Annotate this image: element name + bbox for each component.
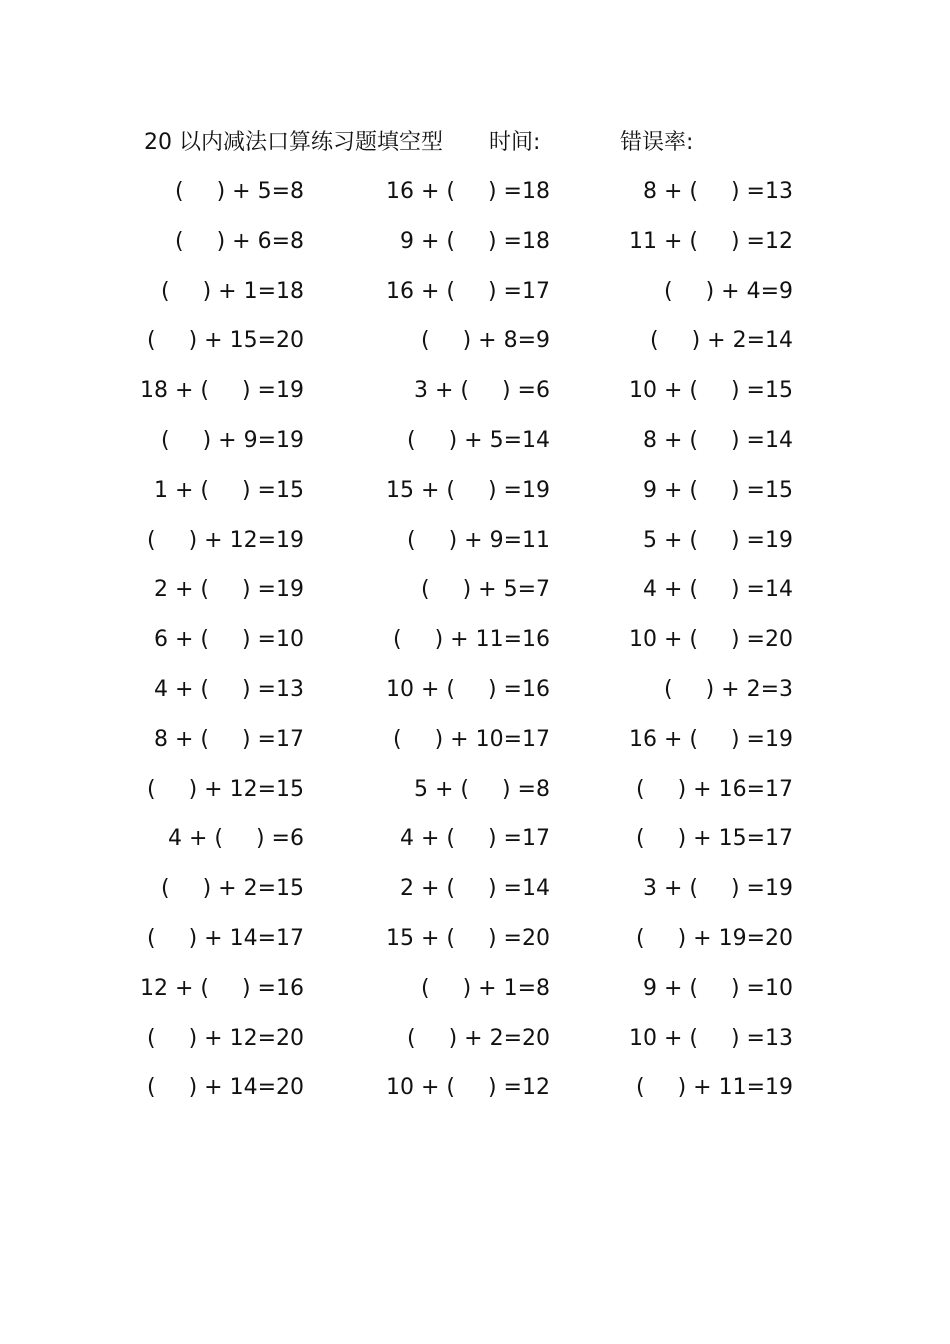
problem-cell: ( ) + 19=20	[635, 925, 793, 951]
problem-row	[0, 1021, 950, 1071]
problem-cell: ( ) + 11=19	[635, 1075, 793, 1101]
problem-row	[0, 971, 950, 1021]
problem-row	[0, 622, 950, 672]
problem-row	[0, 722, 950, 772]
problem-cell: 9 + ( ) =15	[642, 477, 793, 503]
problem-cell: 3 + ( ) =19	[642, 876, 793, 902]
problem-cell: 10 + ( ) =13	[628, 1025, 793, 1051]
problem-cell: 8 + ( ) =17	[153, 726, 304, 752]
problem-cell: ( ) + 15=20	[146, 328, 304, 354]
problem-cell: ( ) + 14=17	[146, 925, 304, 951]
problem-cell: 16 + ( ) =17	[385, 278, 550, 304]
problem-cell: 4 + ( ) =13	[153, 676, 304, 702]
problem-cell: 3 + ( ) =6	[413, 378, 550, 404]
problem-cell: 4 + ( ) =6	[167, 826, 304, 852]
problem-cell: 11 + ( ) =12	[628, 228, 793, 254]
problem-cell: 12 + ( ) =16	[139, 975, 304, 1001]
problem-row	[0, 174, 950, 224]
problem-cell: ( ) + 15=17	[635, 826, 793, 852]
problem-row	[0, 772, 950, 822]
problem-cell: ( ) + 2=15	[160, 876, 304, 902]
problem-cell: ( ) + 14=20	[146, 1075, 304, 1101]
problem-cell: 15 + ( ) =19	[385, 477, 550, 503]
problem-cell: 4 + ( ) =14	[642, 577, 793, 603]
problem-row	[0, 1070, 950, 1120]
problem-row	[0, 473, 950, 523]
problem-cell: 1 + ( ) =15	[153, 477, 304, 503]
problem-cell: ( ) + 12=20	[146, 1025, 304, 1051]
problem-cell: 4 + ( ) =17	[399, 826, 550, 852]
problem-cell: 2 + ( ) =14	[399, 876, 550, 902]
problem-row	[0, 274, 950, 324]
problem-cell: ( ) + 2=3	[663, 676, 793, 702]
problem-cell: ( ) + 10=17	[392, 726, 550, 752]
problem-cell: ( ) + 1=8	[420, 975, 550, 1001]
problem-cell: ( ) + 16=17	[635, 776, 793, 802]
problem-row	[0, 672, 950, 722]
problem-row	[0, 821, 950, 871]
problem-row	[0, 373, 950, 423]
problem-cell: ( ) + 9=11	[406, 527, 550, 553]
problem-cell: 10 + ( ) =16	[385, 676, 550, 702]
problem-cell: 5 + ( ) =8	[413, 776, 550, 802]
problem-cell: 15 + ( ) =20	[385, 925, 550, 951]
problem-cell: ( ) + 12=15	[146, 776, 304, 802]
worksheet-title: 20 以内减法口算练习题填空型	[144, 130, 443, 155]
problem-cell: 10 + ( ) =15	[628, 378, 793, 404]
problem-cell: 10 + ( ) =12	[385, 1075, 550, 1101]
problem-cell: 18 + ( ) =19	[139, 378, 304, 404]
problem-cell: ( ) + 9=19	[160, 427, 304, 453]
problem-cell: 16 + ( ) =18	[385, 179, 550, 204]
worksheet-header	[0, 127, 950, 159]
problem-row	[0, 224, 950, 274]
problem-row	[0, 323, 950, 373]
problem-row	[0, 572, 950, 622]
problem-cell: 5 + ( ) =19	[642, 527, 793, 553]
problem-cell: 9 + ( ) =18	[399, 228, 550, 254]
problem-cell: ( ) + 2=20	[406, 1025, 550, 1051]
problem-cell: 6 + ( ) =10	[153, 627, 304, 653]
problem-cell: ( ) + 1=18	[160, 278, 304, 304]
problem-cell: ( ) + 11=16	[392, 627, 550, 653]
problem-cell: ( ) + 5=7	[420, 577, 550, 603]
problem-cell: 2 + ( ) =19	[153, 577, 304, 603]
problem-cell: ( ) + 12=19	[146, 527, 304, 553]
problem-cell: ( ) + 8=9	[420, 328, 550, 354]
problem-cell: 8 + ( ) =13	[642, 179, 793, 204]
problem-row	[0, 921, 950, 971]
problem-row	[0, 871, 950, 921]
problem-grid	[0, 174, 950, 1120]
problem-cell: 10 + ( ) =20	[628, 627, 793, 653]
problem-cell: 8 + ( ) =14	[642, 427, 793, 453]
problem-cell: 16 + ( ) =19	[628, 726, 793, 752]
time-label: 时间:	[489, 130, 541, 155]
problem-cell: 9 + ( ) =10	[642, 975, 793, 1001]
problem-row	[0, 523, 950, 573]
problem-cell: ( ) + 6=8	[174, 228, 304, 254]
problem-cell: ( ) + 5=8	[174, 179, 304, 204]
problem-cell: ( ) + 5=14	[406, 427, 550, 453]
problem-cell: ( ) + 2=14	[649, 328, 793, 354]
problem-cell: ( ) + 4=9	[663, 278, 793, 304]
error-rate-label: 错误率:	[620, 130, 694, 155]
problem-row	[0, 423, 950, 473]
